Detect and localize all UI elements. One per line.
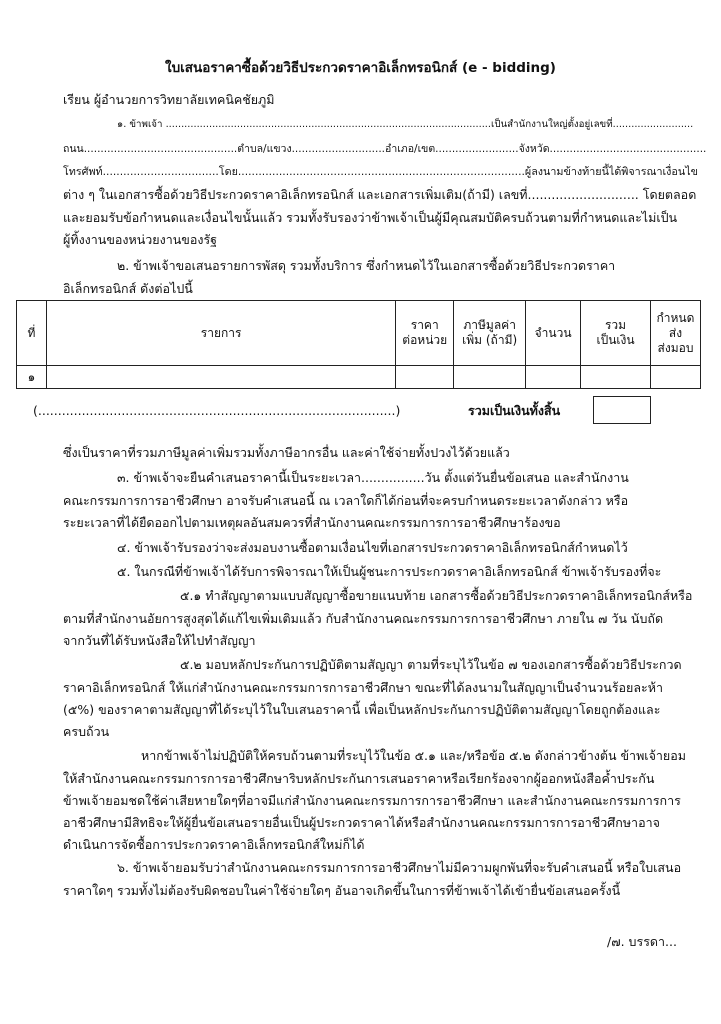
body-text-line: ๕.๑ ทำสัญญาตามแบบสัญญาซื้อขายแนบท้าย เอกสารซื้อด้วยวิธีประกวดราคาอิเล็กทรอนิกส์หรือ [180,588,693,603]
header-unit-price: ราคา ต่อหน่วย [396,301,454,366]
body-text-line: ๓. ข้าพเจ้าจะยืนคำเสนอราคานี้เป็นระยะเวลา................วัน ตั้งแต่วันยื่นข้อเสนอ และสำนักงาน [117,470,629,485]
body-text-line: อาชีวศึกษามีสิทธิจะให้ผู้ยื่นข้อเสนอรายอื่นเป็นผู้ประกวดราคาได้หรือสำนักงานคณะกรรมการการอาชีวศึกษาอาจ [63,815,660,830]
body-text-line: ดำเนินการจัดซื้อการประกวดราคาอิเล็กทรอนิกส์ใหม่ก็ได้ [63,837,365,852]
document-title: ใบเสนอราคาซื้อด้วยวิธีประกวดราคาอิเล็กทรอนิกส์ (e - bidding) [165,60,556,76]
body-text-line: จากวันที่ได้รับหนังสือให้ไปทำสัญญา [63,633,256,648]
body-text-line: ข้าพเจ้ายอมชดใช้ค่าเสียหายใดๆที่อาจมีแก่สำนักงานคณะกรรมการการอาชีวศึกษา และสำนักงานคณะกรรมการการ [63,793,681,808]
clause-1-line: โทรศัพท์..................................โดย....................................................................................ผู้ลงนามข้างท้ายนี้ได้พิจารณาเงื่อนไข [63,165,698,178]
continued-note: /๗. บรรดา... [607,934,677,949]
header-vat: ภาษีมูลค่า เพิ่ม (ถ้ามี) [454,301,526,366]
header-qty: จำนวน [526,301,581,366]
table-row [17,366,701,389]
body-text-line: ซึ่งเป็นราคาที่รวมภาษีมูลค่าเพิ่มรวมทั้งภาษีอากรอื่น และค่าใช้จ่ายทั้งปวงไว้ด้วยแล้ว [63,445,510,460]
body-text-line: หากข้าพเจ้าไม่ปฏิบัติให้ครบถ้วนตามที่ระบุไว้ในข้อ ๕.๑ และ/หรือข้อ ๕.๒ ดังกล่าวข้างต้น ข้าพเจ้ายอม [141,748,686,763]
body-text-line: (๕%) ของราคาตามสัญญาที่ได้ระบุไว้ในใบเสนอราคานี้ เพื่อเป็นหลักประกันการปฏิบัติตามสัญญาโดยถูกต้องและ [63,702,661,717]
header-item: รายการ [46,301,395,366]
clause-1-line: ถนน..............................................ตำบล/แขวง............................อำเภอ/เขต.........................จังหวัด............................................... [63,143,707,155]
cell-qty[interactable] [526,366,581,389]
body-text-line: คณะกรรมการการอาชีวศึกษา อาจรับคำเสนอนี้ ณ เวลาใดก็ได้ก่อนที่จะครบกำหนดระยะเวลาดังกล่าว หรือ [63,493,629,508]
price-table [16,300,701,389]
clause-1-line: ๑. ข้าพเจ้า .........................................................................................................เป็นสำนักงานใหญ่ตั้งอยู่เลขที่.......................... [117,119,694,130]
cell-total[interactable] [581,366,651,389]
header-total: รวม เป็นเงิน [581,301,651,366]
body-text-line: ๕. ในกรณีที่ข้าพเจ้าได้รับการพิจารณาให้เป็นผู้ชนะการประกวดราคาอิเล็กทรอนิกส์ ข้าพเจ้ารับรองที่จะ [117,564,662,579]
header-no: ที่ [17,301,47,366]
body-text-line: ๔. ข้าพเจ้ารับรองว่าจะส่งมอบงานซื้อตามเงื่อนไขที่เอกสารประกวดราคาอิเล็กทรอนิกส์กำหนดไว้ [117,540,628,555]
header-delivery: กำหนด ส่ง ส่งมอบ [650,301,700,366]
body-text-line: ราคาใดๆ รวมทั้งไม่ต้องรับผิดชอบในค่าใช้จ่ายใดๆ อันอาจเกิดขึ้นในการที่ข้าพเจ้าได้เข้ายื่นข้อเสนอครั้งนี้ [63,883,621,898]
body-text-line: ราคาอิเล็กทรอนิกส์ ให้แก่สำนักงานคณะกรรมการการอาชีวศึกษา ขณะที่ได้ลงนามในสัญญาเป็นจำนวนร้อยละห้า [63,680,664,695]
grand-total-label: รวมเป็นเงินทั้งสิ้น [468,403,561,418]
clause-1-line: และยอมรับข้อกำหนดและเงื่อนไขนั้นแล้ว รวมทั้งรับรองว่าข้าพเจ้าเป็นผู้มีคุณสมบัติครบถ้วนตามที่กำหนดและไม่เป็น [63,210,678,225]
cell-vat[interactable] [454,366,526,389]
row-number: ๑ [17,366,47,389]
grand-total-box[interactable] [593,396,651,424]
clause-1-line: ผู้ทิ้งงานของหน่วยงานของรัฐ [63,232,218,247]
cell-unit-price[interactable] [396,366,454,389]
clause-2-line: อิเล็กทรอนิกส์ ดังต่อไปนี้ [63,281,193,296]
clause-1-line: ต่าง ๆ ในเอกสารซื้อด้วยวิธีประกวดราคาอิเล็กทรอนิกส์ และเอกสารเพิ่มเติม(ถ้ามี) เลขที่............................ โดยตลอด [63,187,697,202]
cell-item[interactable] [46,366,395,389]
table-header-row [17,301,701,366]
body-text-line: ครบถ้วน [63,724,110,739]
body-text-line: ให้สำนักงานคณะกรรมการการอาชีวศึกษาริบหลักประกันการเสนอราคาหรือเรียกร้องจากผู้ออกหนังสือค้ำประกัน [63,771,655,786]
body-text-line: ๕.๒ มอบหลักประกันการปฏิบัติตามสัญญา ตามที่ระบุไว้ในข้อ ๗ ของเอกสารซื้อด้วยวิธีประกวด [180,657,682,672]
body-text-line: ระยะเวลาที่ได้ยืดออกไปตามเหตุผลอันสมควรที่สำนักงานคณะกรรมการการอาชีวศึกษาร้องขอ [63,515,561,530]
amount-in-words: (..........................................................................................) [33,403,401,418]
addressee: เรียน ผู้อำนวยการวิทยาลัยเทคนิคชัยภูมิ [63,92,275,107]
clause-2-line: ๒. ข้าพเจ้าขอเสนอรายการพัสดุ รวมทั้งบริการ ซึ่งกำหนดไว้ในเอกสารซื้อด้วยวิธีประกวดราคา [117,258,616,273]
cell-delivery[interactable] [650,366,700,389]
body-text-line: ตามที่สำนักงานอัยการสูงสุดได้แก้ไขเพิ่มเติมแล้ว กับสำนักงานคณะกรรมการการอาชีวศึกษา ภายใน ๗ วัน นับถัด [63,611,664,626]
body-text-line: ๖. ข้าพเจ้ายอมรับว่าสำนักงานคณะกรรมการการอาชีวศึกษาไม่มีความผูกพันที่จะรับคำเสนอนี้ หรือใบเสนอ [117,860,682,875]
